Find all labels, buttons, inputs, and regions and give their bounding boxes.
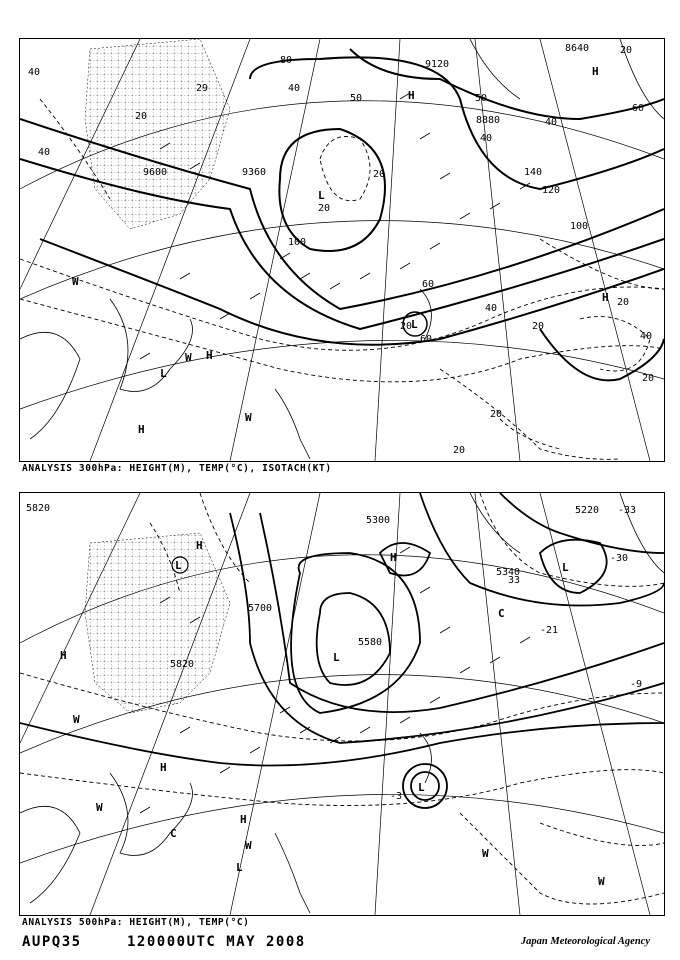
label-high-north: H — [408, 89, 415, 102]
label-low-tropical: L — [411, 318, 418, 331]
label-iso-60-low: 60 — [420, 334, 433, 345]
map-300hpa — [20, 39, 664, 461]
label-height-5820-w: 5820 — [170, 659, 195, 670]
label-high-west-500: H — [60, 649, 67, 662]
valid-time: 120000UTC MAY 2008 — [127, 934, 306, 950]
label-low-ne: L — [562, 561, 569, 574]
label-high-sw-500: H — [160, 761, 167, 774]
label-iso-20-west: 20 — [135, 111, 148, 122]
label-height-9360: 9360 — [242, 167, 267, 178]
caption-300hpa: ANALYSIS 300hPa: HEIGHT(M), TEMP(°C), ISOTACH(KT) — [22, 463, 332, 474]
label-height-5700: 5700 — [248, 603, 273, 614]
label-high-east: H — [602, 291, 609, 304]
label-high-sw: H — [206, 349, 213, 362]
label-high-nw: H — [196, 539, 203, 552]
label-warm-south-500: W — [245, 839, 252, 852]
label-height-5300: 5300 — [366, 515, 391, 526]
label-iso-20-south: 20 — [490, 409, 503, 420]
label-temp-m3: -3 — [390, 791, 403, 802]
label-iso-40-ne: 40 — [545, 117, 558, 128]
label-temp-29: 29 — [196, 83, 209, 94]
label-warm-west: W — [72, 275, 79, 288]
label-height-9120: 9120 — [425, 59, 450, 70]
label-temp-33-centre: 33 — [508, 575, 521, 586]
label-iso-80: 80 — [280, 55, 293, 66]
label-temp-m9: -9 — [630, 679, 643, 690]
plateau-hatch-500 — [85, 533, 230, 713]
label-high-south-500: H — [240, 813, 247, 826]
label-low-sw: L — [160, 367, 167, 380]
label-low-centre: L — [318, 189, 325, 202]
label-low-west: L — [175, 559, 182, 572]
chart-panel-500hpa — [19, 492, 665, 916]
label-warm-sw-500: W — [96, 801, 103, 814]
label-height-9600: 9600 — [143, 167, 168, 178]
label-low-centre-500: L — [333, 651, 340, 664]
label-iso-20-east-b: 20 — [642, 373, 655, 384]
label-high-north-500: H — [390, 551, 397, 564]
label-iso-140: 140 — [524, 167, 543, 178]
label-high-south: H — [138, 423, 145, 436]
label-iso-100-west: 100 — [288, 237, 307, 248]
label-iso-40-east: 40 — [480, 133, 493, 144]
label-iso-40-north: 40 — [288, 83, 301, 94]
label-warm-south: W — [245, 411, 252, 424]
chart-panel-300hpa — [19, 38, 665, 462]
label-iso-20-centre: 20 — [373, 169, 386, 180]
label-iso-100-east: 100 — [570, 221, 589, 232]
label-temp-m30: -30 — [610, 553, 629, 564]
label-iso-40-se: 40 — [485, 303, 498, 314]
label-iso-20-east: 20 — [617, 297, 630, 308]
label-iso-120: 120 — [542, 185, 561, 196]
label-iso-20-low: 20 — [318, 203, 331, 214]
label-iso-20-ne: 20 — [620, 45, 633, 56]
plateau-hatch-300 — [85, 39, 230, 229]
chart-id: AUPQ35 — [22, 934, 82, 950]
agency-credit: Japan Meteorological Agency — [520, 936, 650, 947]
label-low-tropical-500: L — [418, 781, 425, 794]
label-warm-se-500: W — [482, 847, 489, 860]
label-cold-east: C — [498, 607, 505, 620]
label-iso-40-west-b: 40 — [38, 147, 51, 158]
label-height-5820-nw: 5820 — [26, 503, 51, 514]
label-temp-50-east: 50 — [475, 93, 488, 104]
map-500hpa — [20, 493, 664, 915]
label-iso-20-low-b: 20 — [400, 321, 413, 332]
label-temp-50: 50 — [350, 93, 363, 104]
label-warm-west-500: W — [73, 713, 80, 726]
label-high-ne: H — [592, 65, 599, 78]
label-temp-m21: -21 — [540, 625, 559, 636]
caption-500hpa: ANALYSIS 500hPa: HEIGHT(M), TEMP(°C) — [22, 917, 250, 928]
label-height-5580: 5580 — [358, 637, 383, 648]
label-iso-60-ne: 60 — [632, 103, 645, 114]
label-height-5220: 5220 — [575, 505, 600, 516]
label-temp-m33: -33 — [618, 505, 637, 516]
label-warm-sw: W — [185, 351, 192, 364]
label-height-8880: 8880 — [476, 115, 501, 126]
label-iso-40-east-b: 40 — [640, 331, 653, 342]
label-cold-sw-500: C — [170, 827, 177, 840]
label-iso-60-centre: 60 — [422, 279, 435, 290]
label-low-south-500: L — [236, 861, 243, 874]
label-iso-20-south-b: 20 — [453, 445, 466, 456]
label-height-5340: 5340 — [496, 567, 521, 578]
label-warm-se-b-500: W — [598, 875, 605, 888]
label-iso-20-se: 20 — [532, 321, 545, 332]
label-iso-40-west: 40 — [28, 67, 41, 78]
label-height-8640: 8640 — [565, 43, 590, 54]
